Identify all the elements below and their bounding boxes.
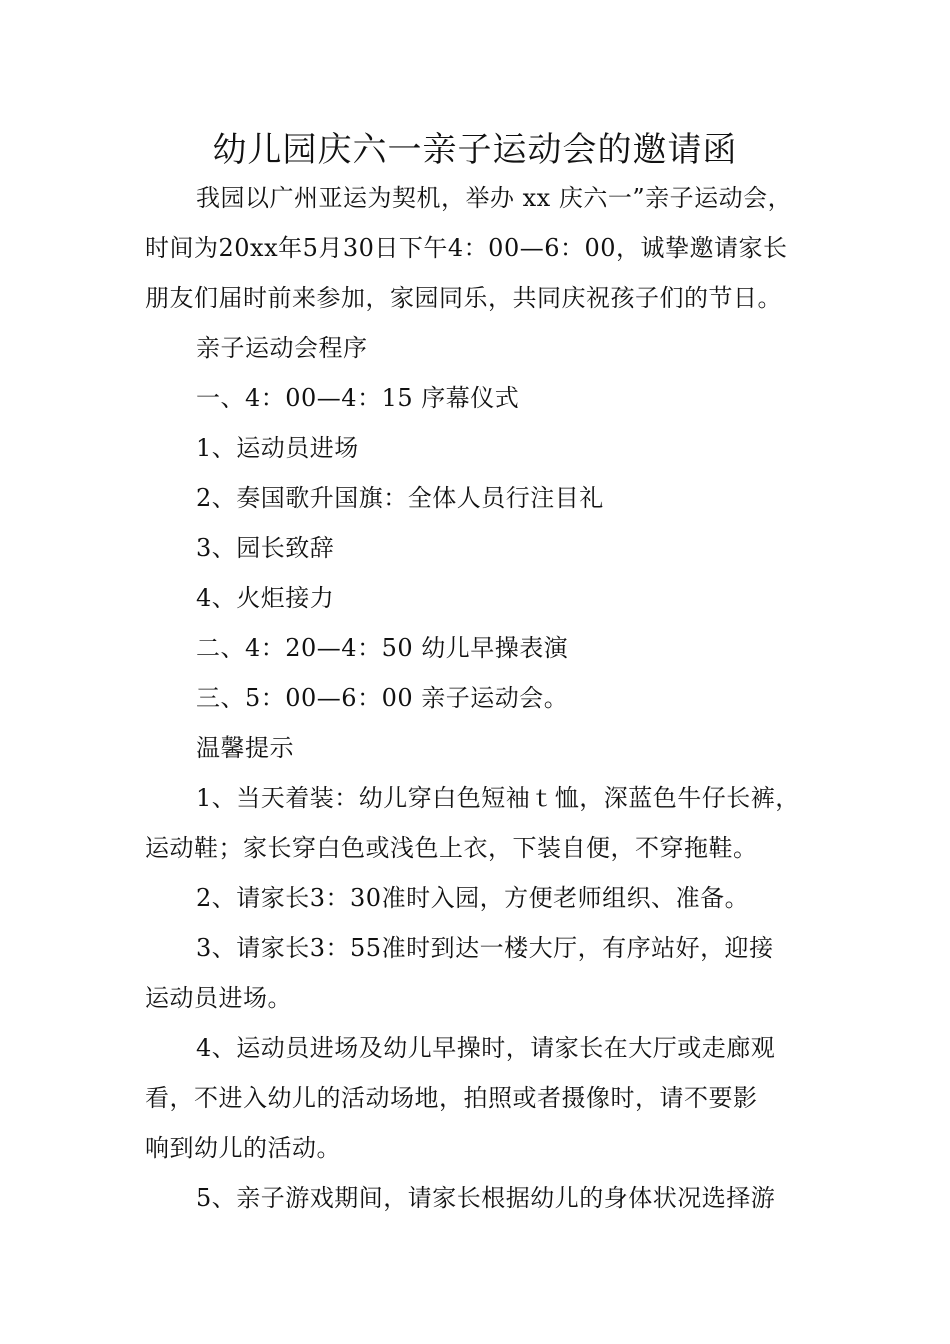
- tip-line: 1、当天着装：幼儿穿白色短袖ｔ恤，深蓝色牛仔长裤，: [196, 784, 800, 812]
- tip-line: 运动鞋；家长穿白色或浅色上衣，下装自便，不穿拖鞋。: [145, 834, 758, 862]
- tip-line: 响到幼儿的活动。: [145, 1134, 341, 1162]
- program-item: 二、4：20—4：50 幼儿早操表演: [196, 634, 569, 662]
- program-item: 3、园长致辞: [196, 534, 335, 562]
- section-heading: 温馨提示: [196, 734, 294, 762]
- paragraph-line: 时间为20xx年5月30日下午4：00—6：00，诚挚邀请家长: [145, 234, 788, 262]
- program-item: 4、火炬接力: [196, 584, 335, 612]
- paragraph-line: 我园以广州亚运为契机，举办 xx 庆六一”亲子运动会，: [196, 184, 793, 212]
- program-item: 三、5：00—6：00 亲子运动会。: [196, 684, 569, 712]
- program-item: 2、奏国歌升国旗：全体人员行注目礼: [196, 484, 604, 512]
- program-item: 1、运动员进场: [196, 434, 359, 462]
- document-title: 幼儿园庆六一亲子运动会的邀请函: [212, 130, 738, 170]
- section-heading: 亲子运动会程序: [196, 334, 368, 362]
- tip-line: 2、请家长3：30准时入园，方便老师组织、准备。: [196, 884, 750, 912]
- tip-line: 看，不进入幼儿的活动场地，拍照或者摄像时，请不要影: [145, 1084, 758, 1112]
- tip-line: 3、请家长3：55准时到达一楼大厅，有序站好，迎接: [196, 934, 774, 962]
- tip-line: 5、亲子游戏期间，请家长根据幼儿的身体状况选择游: [196, 1184, 776, 1212]
- tip-line: 4、运动员进场及幼儿早操时，请家长在大厅或走廊观: [196, 1034, 776, 1062]
- tip-line: 运动员进场。: [145, 984, 292, 1012]
- paragraph-line: 朋友们届时前来参加，家园同乐，共同庆祝孩子们的节日。: [145, 284, 782, 312]
- program-item: 一、4：00—4：15 序幕仪式: [196, 384, 520, 412]
